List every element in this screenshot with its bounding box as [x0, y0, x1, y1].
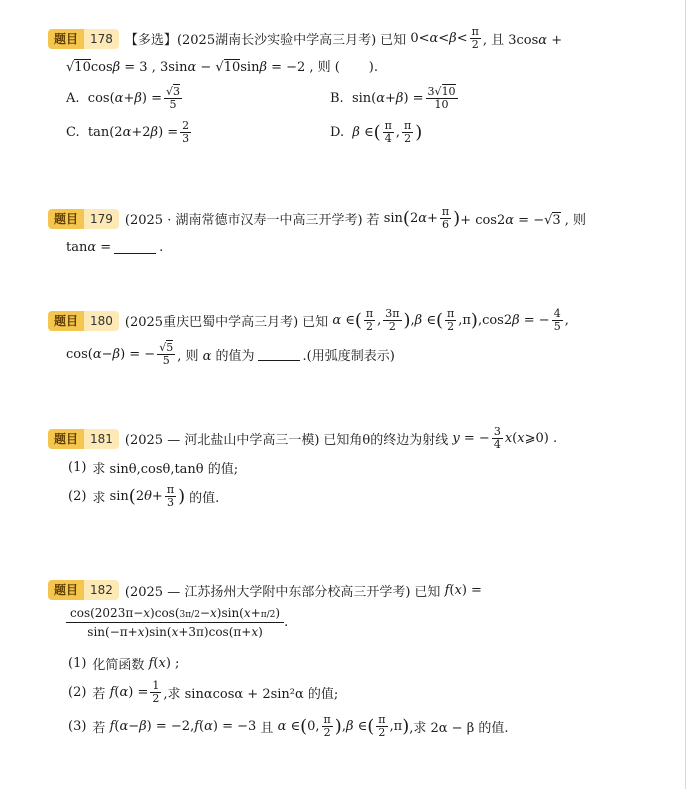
answer-blank[interactable] [114, 241, 156, 254]
problem-179-line-2: tanα = . [66, 240, 164, 255]
option-c[interactable]: C. tan(2α+2β) = $\frac{2}{3}$ [66, 119, 190, 145]
problem-source: (2025 — 河北盐山中学高三一模) [124, 433, 320, 448]
problem-tag: 题目 181 [48, 429, 119, 449]
problem-tag: 题目 179 [48, 209, 119, 229]
problem-source: (2025重庆巴蜀中学高三月考) [124, 315, 299, 330]
problem-tag: 题目 178 [48, 29, 119, 49]
problem-179-line-1: 题目 179 (2025 · 湖南常德市汉寿一中高三开学考) 若 sin ( 2α+ $\frac{\pi}{6}$ ) + cos2α = −√3 , 则 [48, 206, 586, 231]
problem-type: 【多选】 [124, 33, 177, 48]
problem-178-line-2: √10cosβ = 3 , 3sinα − √10sinβ = −2 , 则 ( ). [66, 60, 379, 75]
problem-182-formula: cos(2023π−x)cos(3π/2−x)sin(x+π/2) sin(−π+x)sin(x+3π)cos(π+x) . [66, 606, 288, 639]
problem-180-line-1: 题目 180 (2025重庆巴蜀中学高三月考) 已知 α ∈ ( $\frac{\pi}{2}$ , $\frac{3\pi}{2}$ ) ,β ∈ ( $\frac{\pi}{2}$ ,π ) ,cos2β = − $\frac{4}{5}$ , [48, 308, 569, 333]
problem-180-line-2: cos(α−β) = − $\frac{√5}{5}$ , 则 α 的值为 .(用弧度制表示) [66, 341, 395, 367]
option-a[interactable]: A. cos(α+β) = $\frac{√3}{5}$ [66, 85, 180, 111]
problem-181-q1: (1) 求 sinθ,cosθ,tanθ 的值; [68, 460, 239, 477]
problem-182-line-1: 题目 182 (2025 — 江苏扬州大学附中东部分校高三开学考) 已知 f(x) = [48, 580, 482, 600]
problem-182-q2: (2) 若 f(α) = $\frac{1}{2}$ ,求 sinαcosα + 2sin²α 的值; [68, 679, 339, 705]
page-edge-rule [685, 0, 686, 789]
problem-tag: 题目 180 [48, 311, 119, 331]
problem-182-q1: (1) 化简函数 f(x) ; [68, 656, 180, 673]
problem-181-q2: (2) 求 sin ( 2θ+ $\frac{\pi}{3}$ ) 的值. [68, 483, 220, 509]
answer-blank[interactable] [258, 348, 300, 361]
option-b[interactable]: B. sin(α+β) = $\frac{3√10}{10}$ [330, 85, 456, 111]
problem-source: (2025湖南长沙实验中学高三月考) [176, 33, 377, 48]
problem-source: (2025 — 江苏扬州大学附中东部分校高三开学考) [124, 584, 411, 600]
problem-source: (2025 · 湖南常德市汉寿一中高三开学考) [124, 213, 363, 228]
problem-181-line-1: 题目 181 (2025 — 河北盐山中学高三一模) 已知角θ的终边为射线 y = − $\frac{3}{4}$ x(x⩾0) . [48, 426, 557, 451]
option-d[interactable]: D. β ∈ ( $\frac{\pi}{4}$ , $\frac{\pi}{2}$ ) [330, 119, 423, 145]
problem-182-q3: (3) 若 f(α−β) = −2,f(α) = −3 且 α ∈ ( 0, $\frac{\pi}{2}$ ) ,β ∈ ( $\frac{\pi}{2}$ ,π ) ,求 2α − β 的值. [68, 713, 509, 739]
problem-tag: 题目 182 [48, 580, 119, 600]
problem-178-line-1: 题目 178 【多选】 (2025湖南长沙实验中学高三月考) 已知 0<α<β< $\frac{\pi}{2}$ , 且 3cosα + [48, 26, 562, 51]
